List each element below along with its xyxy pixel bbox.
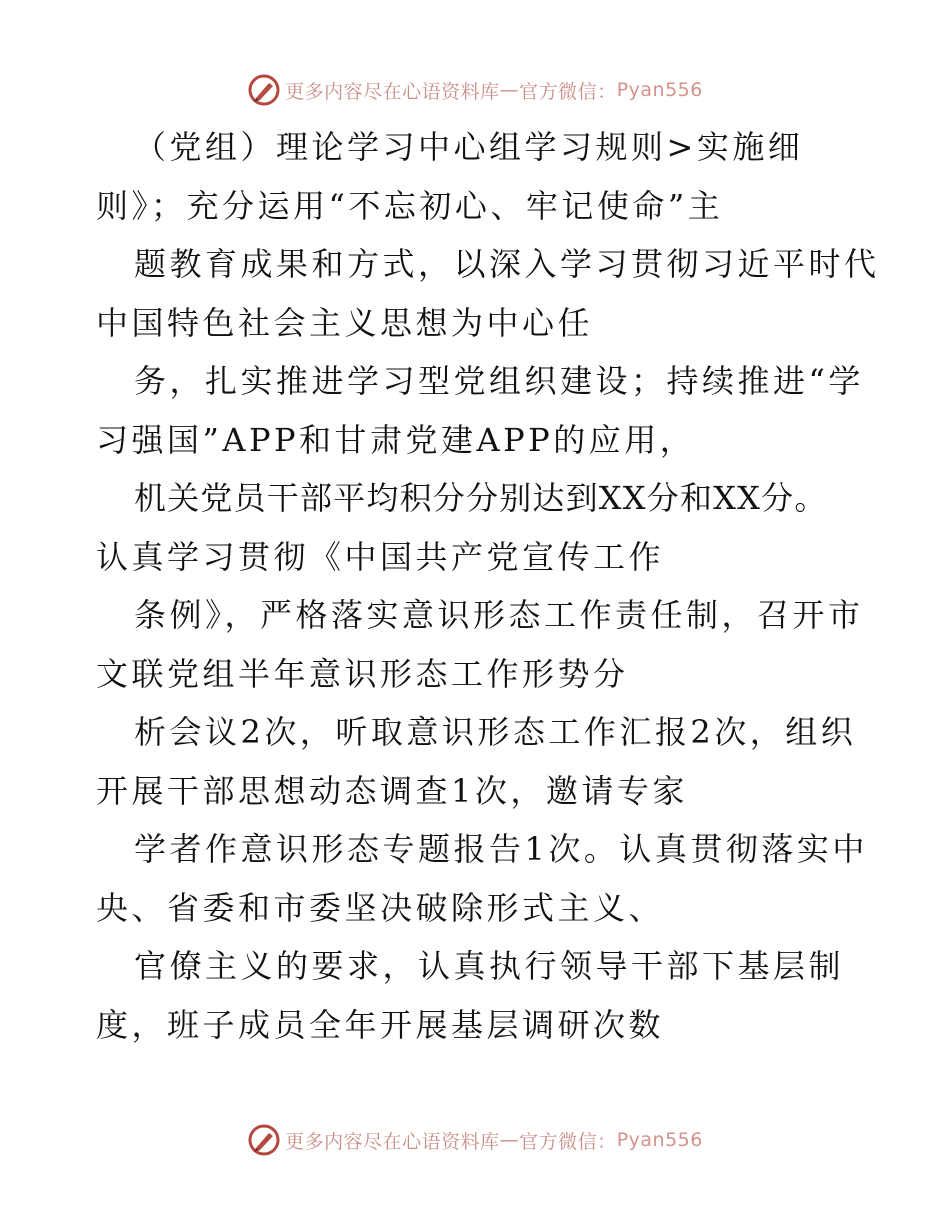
header-watermark xyxy=(0,70,950,110)
header-wechat-label: 官方微信： xyxy=(519,80,617,103)
footer-wechat-id: Pyan556 xyxy=(616,1129,703,1151)
footer-dash: — xyxy=(499,1129,520,1151)
footer-watermark xyxy=(0,1120,950,1160)
text-line: 度，班子成员全年开展基层调研次数 xyxy=(96,1005,665,1044)
text-line: 题教育成果和方式，以深入学习贯彻习近平时代 xyxy=(134,245,880,283)
text-line: 官僚主义的要求，认真执行领导干部下基层制 xyxy=(134,947,845,985)
header-dash: — xyxy=(499,79,520,101)
header-wechat-id: Pyan556 xyxy=(616,79,703,101)
pen-logo-icon xyxy=(247,73,281,107)
document-body xyxy=(96,118,880,1054)
text-line: 央、省委和市委坚决破除形式主义、 xyxy=(96,888,665,927)
text-line: 则》；充分运用“不忘初心、牢记使命”主 xyxy=(96,186,724,225)
text-line: 文联党组半年意识形态工作形势分 xyxy=(96,654,629,693)
footer-wechat-label: 官方微信： xyxy=(519,1130,617,1153)
text-line: 开展干部思想动态调查1次，邀请专家 xyxy=(96,771,688,810)
text-line: 务，扎实推进学习型党组织建设；持续推进“学 xyxy=(134,362,864,400)
text-line: 条例》，严格落实意识形态工作责任制，召开市 xyxy=(134,596,864,634)
text-line: 认真学习贯彻《中国共产党宣传工作 xyxy=(96,537,665,576)
text-line: 机关党员干部平均积分分别达到XX分和XX分。 xyxy=(134,479,828,517)
text-line: 学者作意识形态专题报告1次。认真贯彻落实中 xyxy=(134,830,868,868)
footer-watermark-text: 更多内容尽在心语资料库 xyxy=(285,1130,500,1153)
text-line: 析会议2次，听取意识形态工作汇报2次，组织 xyxy=(134,713,857,751)
text-line: 中国特色社会主义思想为中心任 xyxy=(96,303,594,342)
pen-logo-icon xyxy=(247,1123,281,1157)
header-watermark-text: 更多内容尽在心语资料库 xyxy=(285,80,500,103)
text-line: 习强国”APP和甘肃党建APP的应用， xyxy=(96,420,696,459)
text-line: （党组）理论学习中心组学习规则>实施细 xyxy=(134,128,804,166)
